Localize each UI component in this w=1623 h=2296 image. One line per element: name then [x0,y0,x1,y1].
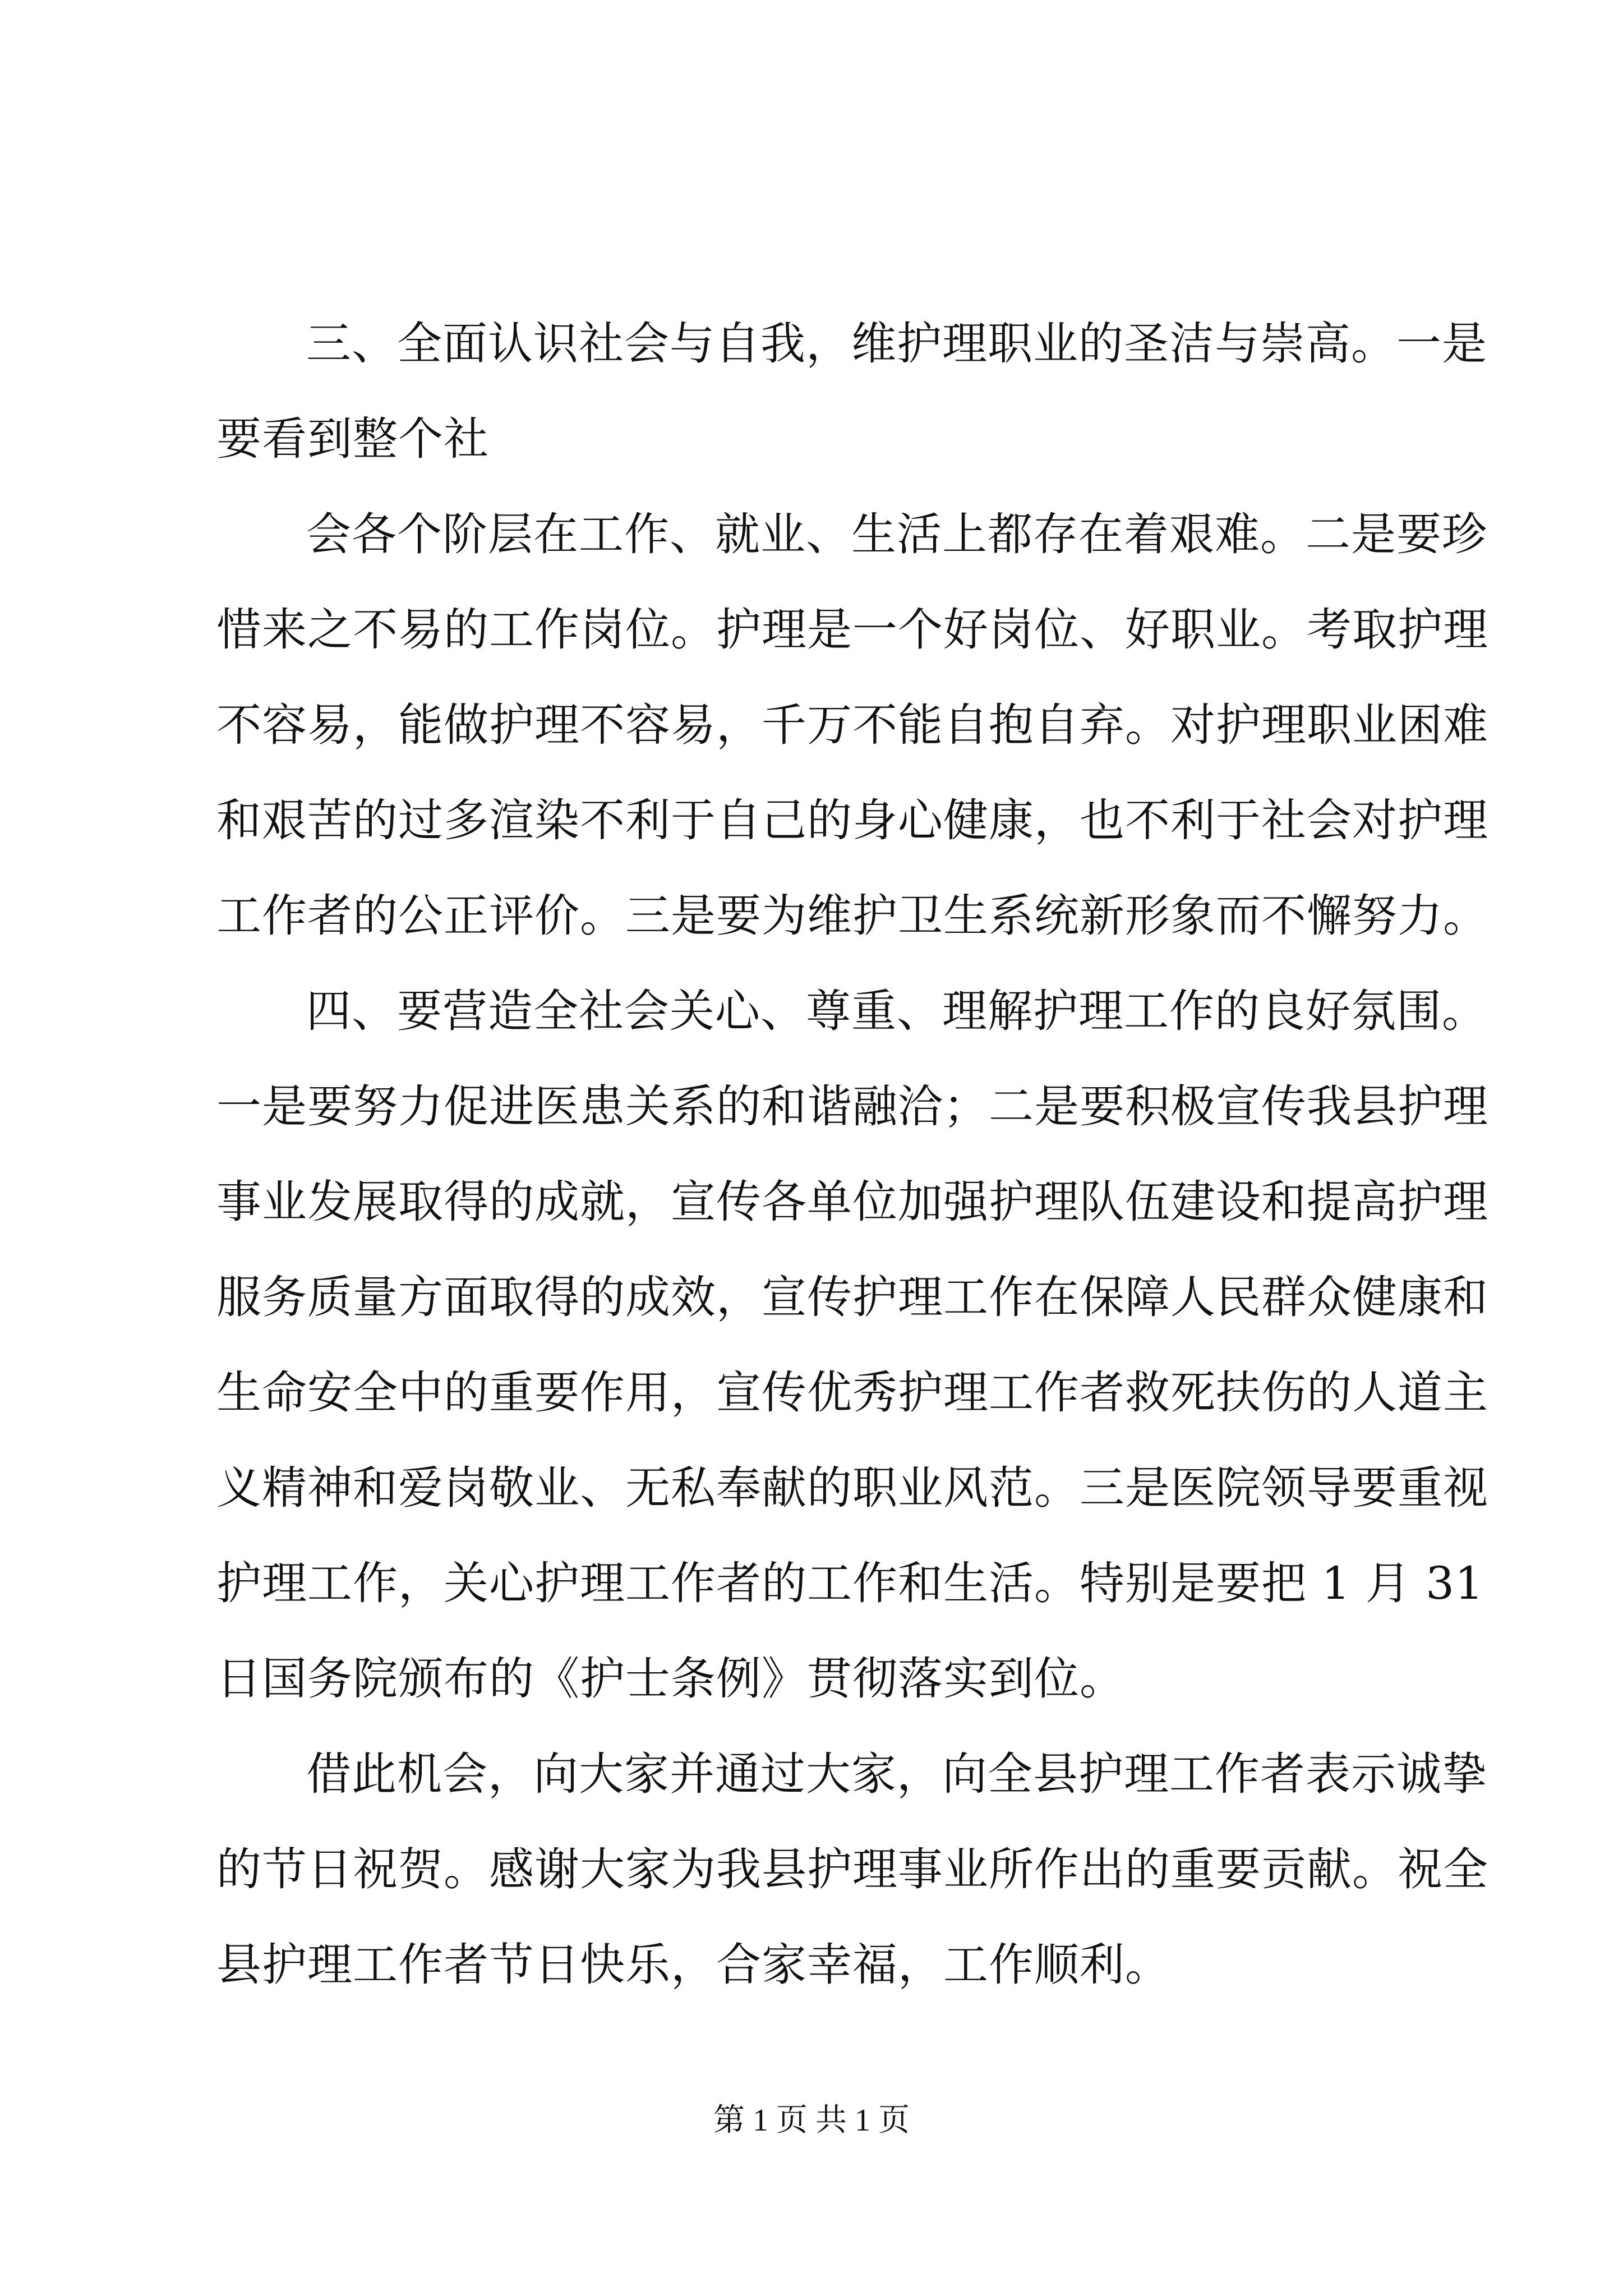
paragraph-line: 护理工作，关心护理工作者的工作和生活。特别是要把 1 月 31 [216,1557,1484,1609]
paragraph-line: 的节日祝贺。感谢大家为我县护理事业所作出的重要贡献。祝全 [216,1843,1488,1895]
paragraph-line: 要看到整个社 [216,413,489,465]
paragraph-line: 一是要努力促进医患关系的和谐融洽；二是要积极宣传我县护理 [216,1080,1488,1133]
paragraph-line: 日国务院颁布的《护士条例》贯彻落实到位。 [216,1653,1125,1705]
paragraph-line: 事业发展取得的成就，宣传各单位加强护理队伍建设和提高护理 [216,1176,1488,1228]
paragraph-line: 生命安全中的重要作用，宣传优秀护理工作者救死扶伤的人道主 [216,1366,1488,1419]
paragraph-line: 四、要营造全社会关心、尊重、理解护理工作的良好氛围。 [306,985,1487,1037]
paragraph-line: 三、全面认识社会与自我，维护理职业的圣洁与崇高。一是 [306,318,1487,370]
paragraph-line: 借此机会，向大家并通过大家，向全县护理工作者表示诚挚 [306,1748,1487,1800]
paragraph-line: 服务质量方面取得的成效，宣传护理工作在保障人民群众健康和 [216,1271,1488,1323]
paragraph-line: 不容易，能做护理不容易，千万不能自抱自弃。对护理职业困难 [216,699,1488,751]
paragraph-line: 惜来之不易的工作岗位。护理是一个好岗位、好职业。考取护理 [216,604,1488,656]
paragraph-line: 义精神和爱岗敬业、无私奉献的职业风范。三是医院领导要重视 [216,1462,1488,1514]
paragraph-line: 和艰苦的过多渲染不利于自己的身心健康，也不利于社会对护理 [216,794,1488,846]
page-footer: 第 1 页 共 1 页 [713,2103,910,2138]
paragraph-line: 会各个阶层在工作、就业、生活上都存在着艰难。二是要珍 [306,508,1487,560]
paragraph-line: 工作者的公正评价。三是要为维护卫生系统新形象而不懈努力。 [216,890,1488,942]
document-body [216,296,1488,2013]
paragraph-line: 县护理工作者节日快乐，合家幸福，工作顺利。 [216,1939,1170,1991]
